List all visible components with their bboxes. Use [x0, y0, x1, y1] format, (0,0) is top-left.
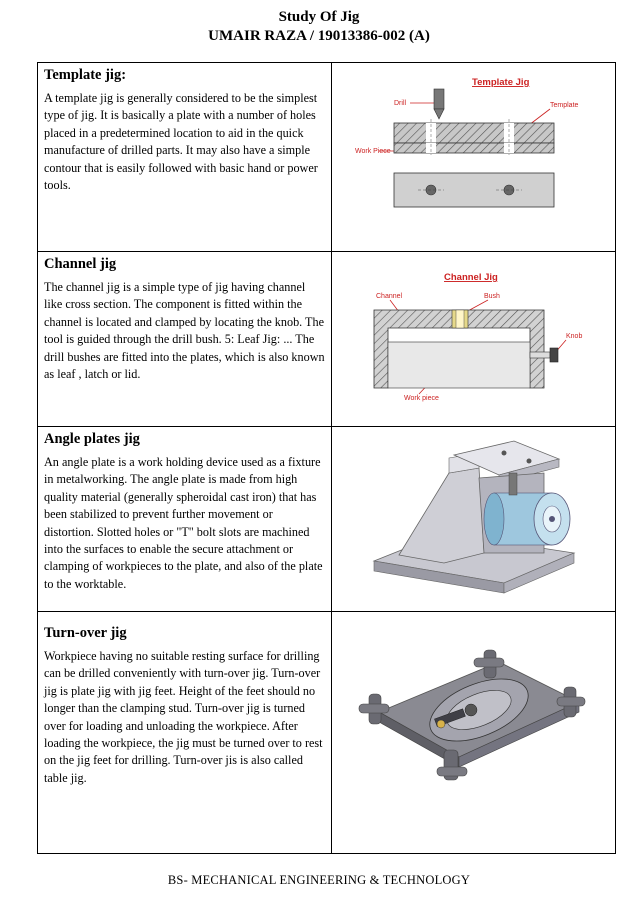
table-row: [38, 63, 616, 252]
figure-label: Knob: [565, 333, 582, 340]
text-cell: [38, 427, 332, 612]
section-heading: Turn-over jig: [44, 625, 127, 641]
section-body: Workpiece having no suitable resting surface for drilling can be drilled conveniently with turn-over jig. Turn-over jig is plate jig with jig feet. Height of the feet should no longer than the clamping stud. Turn-over jig is turned over for loading and unloading the workpiece. After loading the workpiece, the jig must be turned over to rest on the jig feet for drilling. Turn-over jis is also called table jig.: [44, 649, 323, 785]
figure-label: Drill: [393, 100, 406, 107]
image-cell: [332, 252, 616, 427]
table-row: [38, 252, 616, 427]
section-heading: Channel jig: [44, 256, 117, 272]
channel-jig-diagram: [354, 270, 594, 410]
image-cell: [332, 612, 616, 854]
figure-label: Work Piece: [354, 148, 391, 155]
section-heading: Template jig:: [44, 67, 127, 83]
figure-label: Channel: [375, 293, 402, 300]
text-cell: [38, 252, 332, 427]
image-cell: [332, 427, 616, 612]
text-cell: [38, 612, 332, 854]
figure-title: Channel Jig: [443, 272, 498, 283]
section-body: An angle plate is a work holding device used as a fixture in metalworking. The angle plate is made from high quality material (generally spheroidal cast iron) that has been stabilized to prevent further movement or distortion. Slotted holes or "T" bolt slots are machined into the surfaces to enable the secure attachment or clamping of workpieces to the plate, and also of the plate to the worktable.: [44, 455, 323, 591]
turn-over-jig-illustration: [349, 642, 599, 792]
author-line: UMAIR RAZA / 19013386-002 (A): [208, 28, 430, 44]
page-title: Study Of Jig: [278, 9, 360, 25]
figure-label: Bush: [483, 293, 500, 300]
figure-title: Template Jig: [471, 77, 529, 88]
figure-label: Template: [549, 102, 578, 109]
footer: BS- MECHANICAL ENGINEERING & TECHNOLOGY: [167, 873, 471, 887]
text-cell: [38, 63, 332, 252]
jig-table: [37, 62, 616, 854]
table-row: [38, 612, 616, 854]
image-cell: [332, 63, 616, 252]
figure-label: Work piece: [403, 395, 439, 402]
table-row: [38, 427, 616, 612]
angle-plate-jig-illustration: [354, 433, 594, 603]
section-heading: Angle plates jig: [44, 431, 140, 447]
section-body: The channel jig is a simple type of jig having channel like cross section. The component is fitted within the channel is located and clamped by locating the knob. The tool is guided through the drill bush. 5: Leaf Jig: ... The drill bushes are fitted into the plates, which is also known as leaf , latch or lid.: [44, 280, 325, 382]
section-body: A template jig is generally considered to be the simplest type of jig. It is basically a plate with a number of holes placed in a predetermined location to aid in the quick manufacture of drilled parts. It may also have a simple contour that is easily followed with basic hand or power tools.: [44, 91, 318, 193]
template-jig-diagram: [354, 75, 594, 225]
